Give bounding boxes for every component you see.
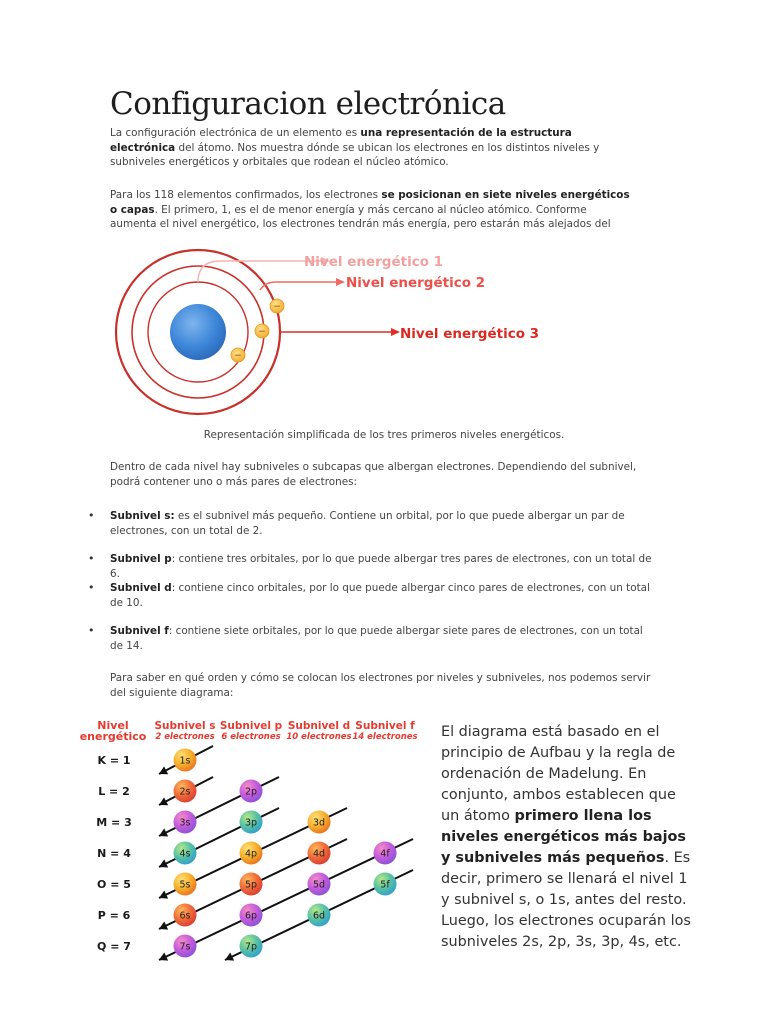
row-label: P = 6 xyxy=(97,909,131,922)
orbital-7s xyxy=(174,935,197,958)
header-subnivel-p: Subnivel p xyxy=(219,720,283,732)
bullet-text: : contiene cinco orbitales, por lo que puede albergar cinco pares de electrones, con un total de 10. xyxy=(110,582,650,609)
bullet-text: : contiene siete orbitales, por lo que puede albergar siete pares de electrones, con un total de 14. xyxy=(110,625,643,652)
bullet-dot: • xyxy=(88,552,95,565)
bullet-dot: • xyxy=(88,509,95,522)
electron-1-sign: − xyxy=(234,351,242,361)
arrow-level-2-icon xyxy=(336,278,345,286)
orbital-4f xyxy=(374,842,397,865)
orbital-label: 4s xyxy=(179,848,191,860)
orbital-3s xyxy=(174,811,197,834)
bullet-text: : contiene tres orbitales, por lo que puede albergar tres pares de electrones, con un total de 6. xyxy=(110,553,652,580)
orbital-2p xyxy=(240,780,263,803)
row-label: K = 1 xyxy=(97,754,131,767)
intro-p2-text: Para los 118 elementos confirmados, los electrones xyxy=(110,189,382,201)
intro-paragraph-2 xyxy=(110,188,632,232)
label-level-1: Nivel energético 1 xyxy=(304,254,444,270)
sublevels-intro: Dentro de cada nivel hay subniveles o subcapas que albergan electrones. Dependiendo del subnivel, podrá contener uno o más pares de electrones: xyxy=(110,461,637,488)
orbital-label: 3p xyxy=(244,817,258,829)
header-subnivel-f: Subnivel f xyxy=(355,720,415,732)
orbital-label: 6p xyxy=(244,910,258,922)
electron-2-sign: − xyxy=(258,327,266,337)
row-label: N = 4 xyxy=(97,847,131,860)
orbital-label: 7s xyxy=(179,941,191,953)
intro-paragraph-1 xyxy=(110,126,632,170)
diagram-intro: Para saber en qué orden y cómo se colocan los electrones por niveles y subniveles, nos podemos servir del siguiente diagrama: xyxy=(110,672,651,699)
figure-caption: Representación simplificada de los tres primeros niveles energéticos. xyxy=(203,429,565,441)
orbital-label: 2s xyxy=(179,786,191,798)
bullet-item-d xyxy=(110,581,655,610)
orbital-5d xyxy=(308,873,331,896)
orbital-6d xyxy=(308,904,331,927)
bullet-dot: • xyxy=(88,581,95,594)
orbital-label: 4d xyxy=(312,848,326,860)
side-text: El diagrama está basado en el principio de Aufbau y la regla de ordenación de Madelung. En conjunto, ambos establecen que un átomo xyxy=(441,724,676,824)
orbital-1s xyxy=(174,749,197,772)
header-level-line1: Nivel xyxy=(97,719,129,732)
header-electrons: 10 electrones xyxy=(286,732,352,742)
orbital-label: 3s xyxy=(179,817,191,829)
bullet-text: es el subnivel más pequeño. Contiene un orbital, por lo que puede albergar un par de electrones, con un total de 2. xyxy=(110,510,625,537)
bullet-item-p xyxy=(110,552,655,581)
connector-level-2 xyxy=(260,282,338,290)
orbital-6s xyxy=(174,904,197,927)
arrow-level-3-icon xyxy=(391,328,400,336)
row-label: L = 2 xyxy=(98,785,130,798)
intro-p2-text-end: . El primero, 1, es el de menor energía y más cercano al núcleo atómico. Conforme aumenta el nivel energético, los electrones tendrán más energía, pero estarán más alejados del xyxy=(110,203,611,230)
row-label: M = 3 xyxy=(96,816,132,829)
orbital-label: 5d xyxy=(312,879,326,891)
orbital-5s xyxy=(174,873,197,896)
orbital-label: 2p xyxy=(244,786,258,798)
orbital-3d xyxy=(308,811,331,834)
intro-p2-bold: se posicionan en siete niveles energéticos o capas xyxy=(110,189,630,216)
side-text-bold: primero llena los niveles energéticos más bajos y subniveles más pequeños xyxy=(441,808,686,866)
orbital-6p xyxy=(240,904,263,927)
orbital-label: 3d xyxy=(312,817,326,829)
orbital-5f xyxy=(374,873,397,896)
orbital-label: 4f xyxy=(380,848,390,860)
orbital-label: 4p xyxy=(244,848,258,860)
intro-p1-bold: una representación de la estructura electrónica xyxy=(110,127,572,154)
header-electrons: 14 electrones xyxy=(352,732,418,742)
header-level-line2: energético xyxy=(79,730,147,743)
orbital-label: 5f xyxy=(380,879,390,891)
orbital-label: 5p xyxy=(244,879,258,891)
orbital-4s xyxy=(174,842,197,865)
electron-3-sign: − xyxy=(273,302,281,312)
orbital-3p xyxy=(240,811,263,834)
header-electrons: 2 electrones xyxy=(155,732,215,742)
bullet-item-f xyxy=(110,624,655,653)
orbital-label: 7p xyxy=(244,941,258,953)
row-label: Q = 7 xyxy=(97,940,131,953)
bullet-term: Subnivel s: xyxy=(110,510,175,522)
bullet-term: Subnivel p xyxy=(110,553,172,565)
bullet-dot: • xyxy=(88,624,95,637)
orbital-2s xyxy=(174,780,197,803)
label-level-3: Nivel energético 3 xyxy=(400,326,540,342)
orbital-label: 6s xyxy=(179,910,191,922)
orbital-label: 5s xyxy=(179,879,191,891)
aufbau-explanation xyxy=(441,722,691,953)
atom-energy-levels-figure xyxy=(110,240,570,420)
side-text-end: . Es decir, primero se llenará el nivel 1 y subnivel s, o 1s, antes del resto. Luego, los electrones ocuparán los subniveles 2s, 2p, 3s, 3p, 4s, etc. xyxy=(441,850,691,950)
orbital-7p xyxy=(240,935,263,958)
page-title: Configuracion electrónica xyxy=(110,86,506,122)
intro-p1-text-end: del átomo. Nos muestra dónde se ubican los electrones en los distintos niveles y subniveles energéticos y orbitales que rodean el núcleo atómico. xyxy=(110,141,600,168)
header-subnivel-s: Subnivel s xyxy=(154,720,216,732)
intro-p1-text: La configuración electrónica de un elemento es xyxy=(110,127,361,139)
bullet-item-s xyxy=(110,509,655,538)
orbital-label: 6d xyxy=(312,910,326,922)
aufbau-diagram xyxy=(78,712,430,972)
orbital-label: 1s xyxy=(179,755,191,767)
header-electrons: 6 electrones xyxy=(221,732,281,742)
orbital-4d xyxy=(308,842,331,865)
orbital-4p xyxy=(240,842,263,865)
nucleus xyxy=(170,304,226,360)
bullet-term: Subnivel f xyxy=(110,625,169,637)
bullet-term: Subnivel d xyxy=(110,582,172,594)
orbital-5p xyxy=(240,873,263,896)
label-level-2: Nivel energético 2 xyxy=(346,275,486,291)
row-label: O = 5 xyxy=(97,878,131,891)
header-subnivel-d: Subnivel d xyxy=(287,720,351,732)
